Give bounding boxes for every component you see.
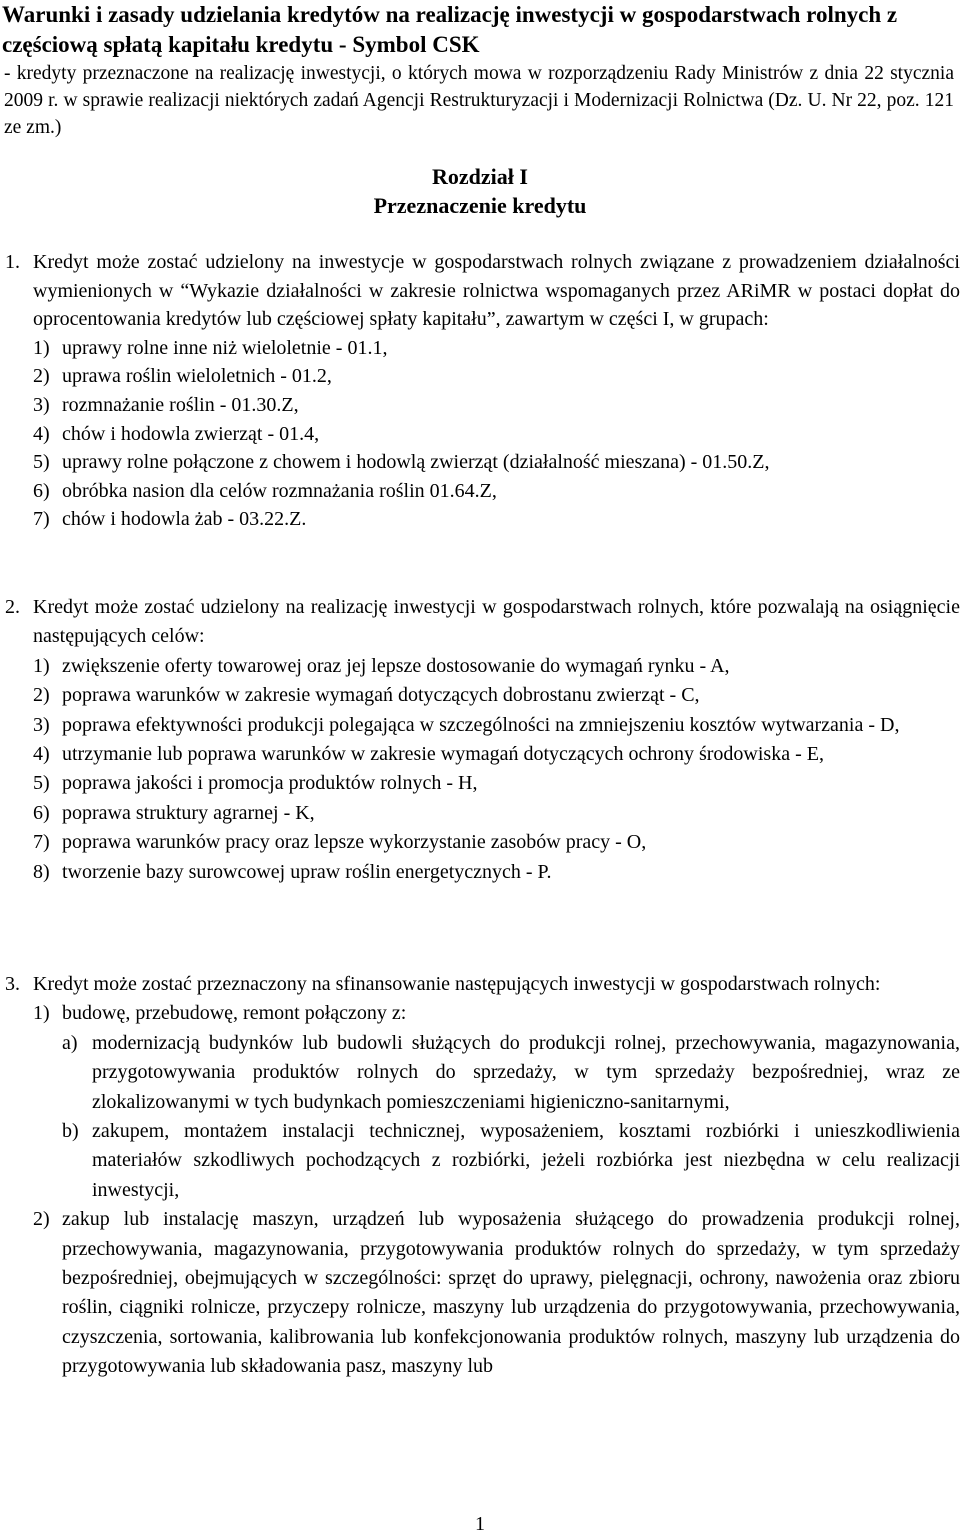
list-item [0, 740, 960, 769]
list-item [0, 828, 960, 857]
list-item-number: 7) [33, 508, 50, 531]
document-title: Warunki i zasady udzielania kredytów na realizację inwestycji w gospodarstwach rolnych z częściową spłatą kapitału kredytu - Symbol CSK [2, 2, 898, 57]
list-item [0, 505, 960, 534]
list-item [0, 769, 960, 798]
section-1-intro [0, 248, 960, 334]
section-1-number: 1. [5, 251, 20, 273]
sub-list-item-text: modernizacją budynków lub budowli służących do produkcji rolnej, przechowywania, magazynowania, przygotowywania produktów rolnych do sprzedaży, w tym sprzedaży bezpośredniej, wraz ze zlokalizowanymi w tych budynkach pomieszczeniami higieniczno-sanitarnymi, [92, 1031, 960, 1113]
document-subtitle: - kredyty przeznaczone na realizację inwestycji, o których mowa w rozporządzeniu Rady Ministrów z dnia 22 stycznia 2009 r. w sprawie realizacji niektórych zadań Agencji Restrukturyzacji i Modernizacji Rolnictwa (Dz. U. Nr 22, poz. 121 ze zm.) [4, 63, 954, 138]
section-2-intro-text: Kredyt może zostać udzielony na realizację inwestycji w gospodarstwach rolnych, które pozwalają na osiągnięcie następujących celów: [33, 596, 960, 648]
list-item-text: budowę, przebudowę, remont połączony z: [62, 1002, 407, 1025]
list-item-number: 2) [33, 1208, 50, 1231]
list-item-text: poprawa struktury agrarnej - K, [62, 801, 315, 824]
list-item-number: 6) [33, 801, 50, 824]
section-1 [0, 248, 960, 534]
list-item [0, 477, 960, 506]
list-item [0, 681, 960, 710]
list-item-text: rozmnażanie roślin - 01.30.Z, [62, 393, 299, 416]
list-item [0, 334, 960, 363]
list-item [0, 799, 960, 828]
list-item-text: uprawa roślin wieloletnich - 01.2, [62, 365, 332, 388]
section-3-intro-text: Kredyt może zostać przeznaczony na sfinansowanie następujących inwestycji w gospodarstwach rolnych: [33, 973, 881, 995]
chapter-number: Rozdział I [432, 164, 528, 189]
list-item-number: 6) [33, 479, 50, 502]
section-2-number: 2. [5, 596, 20, 618]
list-item-number: 1) [33, 336, 50, 359]
list-item-text: poprawa efektywności produkcji polegająca w szczególności na zmniejszeniu kosztów wytwarzania - D, [62, 713, 900, 736]
list-item-text: poprawa jakości i promocja produktów rolnych - H, [62, 772, 478, 795]
list-item [0, 711, 960, 740]
list-item-number: 1) [33, 1002, 50, 1025]
sub-list-item [0, 1029, 960, 1117]
list-item-number: 4) [33, 743, 50, 766]
section-3-intro [0, 970, 960, 999]
list-item [0, 999, 960, 1028]
list-item-number: 3) [33, 713, 50, 736]
section-2 [0, 593, 960, 887]
list-item-text: poprawa warunków w zakresie wymagań dotyczących dobrostanu zwierząt - C, [62, 684, 700, 707]
page-number: 1 [475, 1513, 485, 1535]
list-item-number: 2) [33, 365, 50, 388]
list-item-number: 2) [33, 684, 50, 707]
sub-list-item-letter: b) [62, 1120, 79, 1143]
section-3 [0, 970, 960, 1382]
list-item [0, 1205, 960, 1381]
sub-list-item-letter: a) [62, 1031, 78, 1054]
list-item-text: poprawa warunków pracy oraz lepsze wykorzystanie zasobów pracy - O, [62, 831, 647, 854]
list-item-number: 4) [33, 422, 50, 445]
section-1-intro-text: Kredyt może zostać udzielony na inwestycje w gospodarstwach rolnych związane z prowadzeniem działalności wymienionych w “Wykazie działalności w zakresie rolnictwa wspomaganych przez ARiMR w postaci dopłat do oprocentowania kredytów lub częściowej spłaty kapitału”, zawartym w części I, w grupach: [33, 251, 960, 331]
list-item-number: 7) [33, 831, 50, 854]
list-item-number: 3) [33, 393, 50, 416]
list-item-text: zakup lub instalację maszyn, urządzeń lub wyposażenia służącego do prowadzenia produkcji rolnej, przechowywania, magazynowania, przygotowywania produktów rolnych do sprzedaży, w tym sprzedaży bezpośredniej, obejmujących w szczególności: sprzęt do uprawy, pielęgnacji, ochrony, nawożenia oraz zbioru roślin, ciągniki rolnicze, przyczepy rolnicze, maszyny lub urządzenia do przygotowywania, przechowywania, czyszczenia, sortowania, kalibrowania lub konfekcjonowania produktów rolnych, maszyny lub urządzenia do przygotowywania lub składowania pasz, maszyny lub [62, 1208, 960, 1378]
list-item-text: tworzenie bazy surowcowej upraw roślin energetycznych - P. [62, 860, 552, 883]
list-item-number: 5) [33, 772, 50, 795]
section-3-number: 3. [5, 973, 20, 995]
list-item-number: 1) [33, 654, 50, 677]
list-item [0, 858, 960, 887]
sub-list-item-text: zakupem, montażem instalacji technicznej, wyposażeniem, kosztami rozbiórki i unieszkodliwienia materiałów szkodliwych pochodzących z rozbiórki, jeżeli rozbiórka jest niezbędna w celu realizacji inwestycji, [92, 1120, 960, 1201]
chapter-title: Przeznaczenie kredytu [373, 193, 587, 218]
list-item-text: uprawy rolne inne niż wieloletnie - 01.1, [62, 336, 388, 359]
list-item-text: chów i hodowla żab - 03.22.Z. [62, 508, 307, 531]
list-item-text: utrzymanie lub poprawa warunków w zakresie wymagań dotyczących ochrony środowiska - E, [62, 743, 824, 766]
list-item [0, 652, 960, 681]
list-item [0, 448, 960, 477]
list-item [0, 391, 960, 420]
list-item-text: obróbka nasion dla celów rozmnażania roślin 01.64.Z, [62, 479, 497, 502]
sub-list-item [0, 1117, 960, 1205]
list-item-number: 5) [33, 451, 50, 474]
list-item-text: uprawy rolne połączone z chowem i hodowlą zwierząt (działalność mieszana) - 01.50.Z, [62, 451, 770, 474]
list-item-text: zwiększenie oferty towarowej oraz jej lepsze dostosowanie do wymagań rynku - A, [62, 654, 730, 677]
list-item [0, 362, 960, 391]
list-item [0, 420, 960, 449]
section-2-intro [0, 593, 960, 652]
list-item-text: chów i hodowla zwierząt - 01.4, [62, 422, 320, 445]
list-item-number: 8) [33, 860, 50, 883]
